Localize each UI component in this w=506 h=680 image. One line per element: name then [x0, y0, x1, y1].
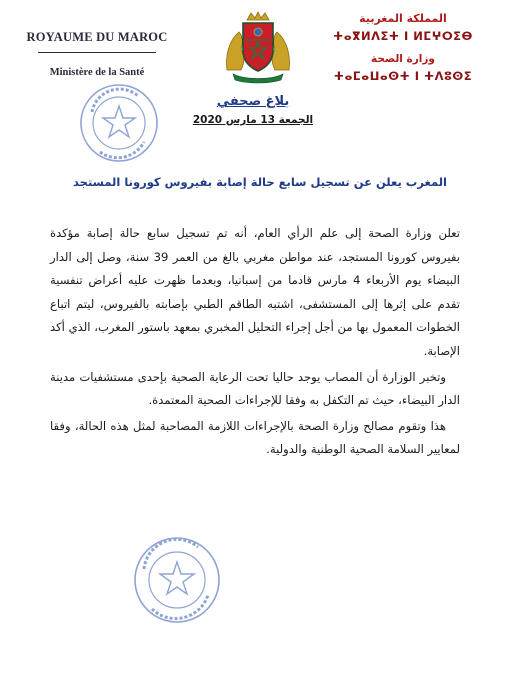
kingdom-name-amazigh: ⵜⴰⴳⵍⴷⵉⵜ ⵏ ⵍⵎⵖⵔⵉⴱ — [333, 29, 473, 43]
coat-of-arms-emblem — [219, 10, 297, 84]
press-release-body — [50, 222, 460, 462]
ministry-name-french: Ministère de la Santé — [49, 67, 145, 78]
ministry-stamp-bottom — [132, 535, 222, 625]
body-paragraph: هذا وتقوم مصالح وزارة الصحة بالإجراءات اللازمة المصاحبة لمثل هذه الحالة، وفقا لمعايير السلامة الصحية الوطنية والدولية. — [50, 418, 460, 457]
ministry-name-amazigh: ⵜⴰⵎⴰⵡⴰⵙⵜ ⵏ ⵜⴷⵓⵙⵉ — [333, 69, 473, 83]
kingdom-name-french: ROYAUME DU MAROC — [26, 30, 168, 44]
ministry-header-french — [22, 30, 172, 78]
header-rule — [38, 52, 156, 53]
ministry-header-arabic-amazigh — [328, 12, 478, 83]
ministry-name-arabic: وزارة الصحة — [371, 53, 435, 65]
body-paragraph: تعلن وزارة الصحة إلى علم الرأي العام، أنه تم تسجيل سابع حالة إصابة مؤكدة بفيروس كورونا المستجد، عند مواطن مغربي بالغ من العمر 39 سنة، وصل إلى الدار البيضاء يوم الأربعاء 4 مارس قادما من إسبانيا، وبعدما ظهرت عليه أعراض تنفسية تقدم على إثرها إلى المستشفى، اشتبه الطاقم الطبي بإصابته بالفيروس، ليتم اتباع الخطوات المعمول بها من أجل إجراء التحليل المخبري بمعهد باستور المغرب، الذي أكد الإصابة. — [50, 226, 460, 358]
body-paragraph: وتخبر الوزارة أن المصاب يوجد حاليا تحت الرعاية الصحية بإحدى مستشفيات مدينة الدار البيضاء، حيث تم التكفل به وفقا للإجراءات الصحية المعتمدة. — [50, 369, 460, 408]
press-release-subject: المغرب يعلن عن تسجيل سابع حالة إصابة بفيروس كورونا المستجد — [73, 175, 447, 189]
kingdom-name-arabic: المملكة المغربية — [359, 12, 447, 25]
press-release-date: الجمعة 13 مارس 2020 — [192, 114, 314, 126]
press-release-title: بلاغ صحفي — [216, 94, 290, 109]
